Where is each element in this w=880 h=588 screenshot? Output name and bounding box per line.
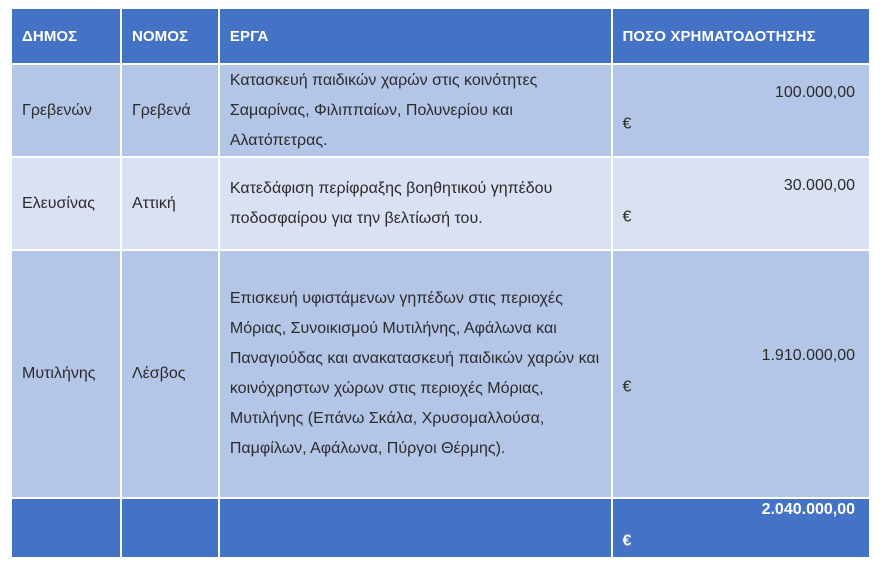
total-amount-value: 2.040.000,00 bbox=[761, 501, 855, 518]
cell-dimos: Γρεβενών bbox=[11, 64, 121, 157]
cell-nomos: Λέσβος bbox=[121, 250, 219, 498]
cell-amount bbox=[612, 64, 871, 157]
euro-symbol: € bbox=[622, 208, 632, 225]
cell-amount bbox=[612, 250, 871, 498]
cell-nomos: Γρεβενά bbox=[121, 64, 219, 157]
header-nomos: ΝΟΜΟΣ bbox=[121, 8, 219, 64]
table-header bbox=[11, 8, 870, 64]
amount-value: 100.000,00 bbox=[774, 83, 855, 101]
cell-erga: Κατασκευή παιδικών χαρών στις κοινότητες Σαμαρίνας, Φιλιππαίων, Πολυνερίου και Αλατόπετρας. bbox=[219, 64, 612, 157]
total-amount-cell bbox=[612, 498, 871, 558]
table-row bbox=[11, 64, 870, 157]
header-poso: ΠΟΣΟ ΧΡΗΜΑΤΟΔΟΤΗΣΗΣ bbox=[612, 8, 871, 64]
table-body bbox=[11, 64, 870, 558]
amount-value: 1.910.000,00 bbox=[761, 347, 855, 364]
amount-value: 30.000,00 bbox=[783, 176, 855, 194]
euro-symbol: € bbox=[622, 532, 632, 550]
cell-erga: Κατεδάφιση περίφραξης βοηθητικού γηπέδου ποδοσφαίρου για την βελτίωσή του. bbox=[219, 157, 612, 250]
euro-symbol: € bbox=[622, 115, 632, 132]
cell-amount bbox=[612, 157, 871, 250]
total-empty-dimos bbox=[11, 498, 121, 558]
table-row bbox=[11, 250, 870, 498]
header-row bbox=[11, 8, 870, 64]
total-empty-nomos bbox=[121, 498, 219, 558]
funding-table bbox=[10, 7, 871, 559]
table-row bbox=[11, 157, 870, 250]
header-dimos: ΔΗΜΟΣ bbox=[11, 8, 121, 64]
total-row bbox=[11, 498, 870, 558]
total-empty-erga bbox=[219, 498, 612, 558]
euro-symbol: € bbox=[622, 378, 632, 396]
header-erga: ΕΡΓΑ bbox=[219, 8, 612, 64]
cell-erga: Επισκευή υφιστάμενων γηπέδων στις περιοχές Μόριας, Συνοικισμού Μυτιλήνης, Αφάλωνα και Παναγιούδας και ανακατασκευή παιδικών χαρών και κοινόχρηστων χώρων στις περιοχές Μόριας, Μυτιλήνης (Επάνω Σκάλα, Χρυσομαλλούσα, Παμφίλων, Αφάλωνα, Πύργοι Θέρμης). bbox=[219, 250, 612, 498]
cell-dimos: Μυτιλήνης bbox=[11, 250, 121, 498]
cell-dimos: Ελευσίνας bbox=[11, 157, 121, 250]
cell-nomos: Αττική bbox=[121, 157, 219, 250]
